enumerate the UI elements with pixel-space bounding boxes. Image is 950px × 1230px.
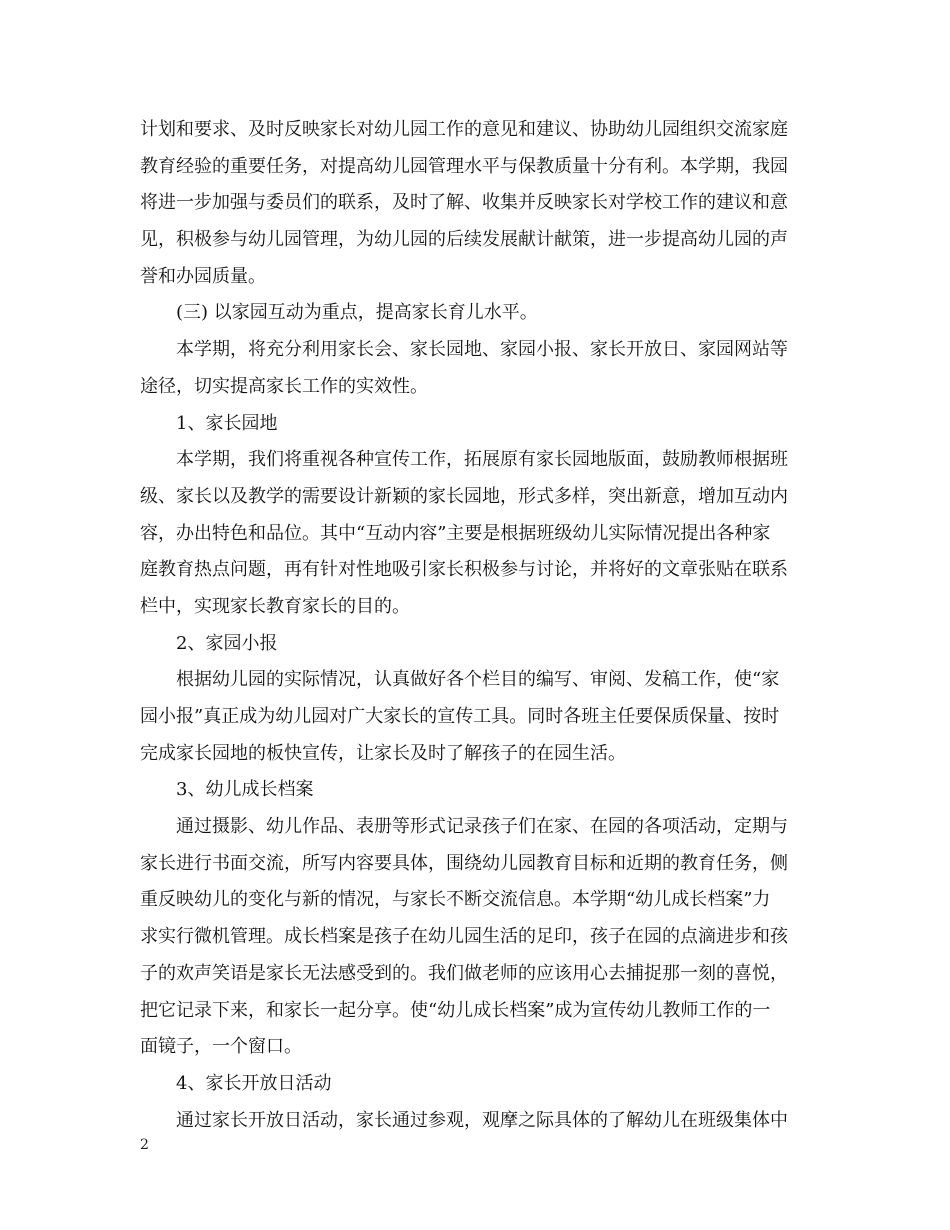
subsection-heading: 4、家长开放日活动 [176,1072,332,1094]
text-line: 见，积极参与幼儿园管理，为幼儿园的后续发展献计献策，进一步提高幼儿园的声 [140,229,788,251]
text-line: 家长进行书面交流，所写内容要具体，围绕幼儿园教育目标和近期的教育任务，侧 [140,852,788,874]
text-line: 完成家长园地的板快宣传，让家长及时了解孩子的在园生活。 [140,742,626,764]
document-body [140,112,816,1139]
text-line: 面镜子，一个窗口。 [140,1036,302,1058]
text-line: 庭教育热点问题，再有针对性地吸引家长积极参与讨论，并将好的文章张贴在联系 [140,559,788,581]
section-heading: (三) 以家园互动为重点，提高家长育儿水平。 [176,302,538,324]
text-line: 誉和办园质量。 [140,265,266,287]
text-line: 求实行微机管理。成长档案是孩子在幼儿园生活的足印，孩子在园的点滴进步和孩 [140,926,788,948]
text-line: 计划和要求、及时反映家长对幼儿园工作的意见和建议、协助幼儿园组织交流家庭 [140,119,788,140]
text-line: 教育经验的重要任务，对提高幼儿园管理水平与保教质量十分有利。本学期，我园 [140,155,788,177]
text-line: 把它记录下来，和家长一起分享。使“幼儿成长档案”成为宣传幼儿教师工作的一 [140,999,771,1021]
paragraph-start: 根据幼儿园的实际情况，认真做好各个栏目的编写、审阅、发稿工作，使“家 [176,669,780,691]
text-line: 途径，切实提高家长工作的实效性。 [140,375,428,397]
paragraph-start: 本学期，将充分利用家长会、家长园地、家园小报、家长开放日、家园网站等 [176,339,788,361]
page-number: 2 [140,1137,149,1153]
text-line: 将进一步加强与委员们的联系，及时了解、收集并反映家长对学校工作的建议和意 [140,192,788,214]
text-line: 重反映幼儿的变化与新的情况，与家长不断交流信息。本学期“幼儿成长档案”力 [140,889,771,911]
paragraph-start: 通过家长开放日活动，家长通过参观，观摩之际具体的了解幼儿在班级集体中 [176,1109,788,1131]
text-line: 园小报”真正成为幼儿园对广大家长的宣传工具。同时各班主任要保质保量、按时 [140,706,780,727]
paragraph-start: 本学期，我们将重视各种宣传工作，拓展原有家长园地版面，鼓励教师根据班 [176,449,788,471]
text-line: 级、家长以及教学的需要设计新颖的家长园地，形式多样，突出新意，增加互动内 [140,485,788,507]
subsection-heading: 1、家长园地 [176,412,278,434]
text-line: 子的欢声笑语是家长无法感受到的。我们做老师的应该用心去捕捉那一刻的喜悦， [140,962,788,984]
subsection-heading: 3、幼儿成长档案 [176,779,314,801]
text-line: 容，办出特色和品位。其中“互动内容”主要是根据班级幼儿实际情况提出各种家 [140,522,771,544]
text-line: 栏中，实现家长教育家长的目的。 [140,595,410,617]
subsection-heading: 2、家园小报 [176,632,278,654]
paragraph-start: 通过摄影、幼儿作品、表册等形式记录孩子们在家、在园的各项活动，定期与 [176,816,788,838]
